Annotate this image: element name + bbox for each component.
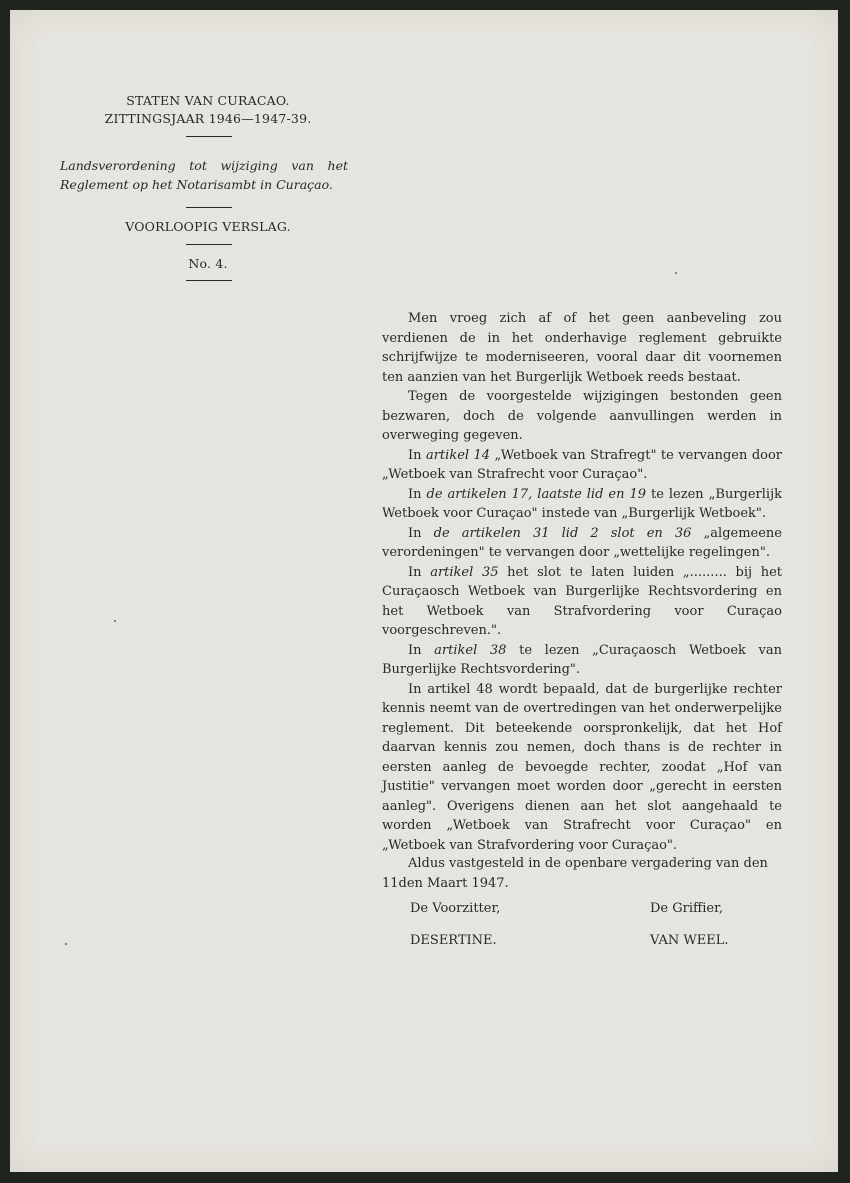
article-reference: de artikelen 31 lid 2 slot en 36 <box>433 525 692 541</box>
clerk-name: VAN WEEL. <box>650 933 729 948</box>
paragraph: In de artikelen 31 lid 2 slot en 36 „algemeene verordeningen" te vervangen door „wettelijke regelingen". <box>382 525 782 560</box>
divider <box>186 136 232 137</box>
subject-title: Landsverordening tot wijziging van het Reglement op het Notarisambt in Curaçao. <box>60 158 348 192</box>
chair-name: DESERTINE. <box>410 933 497 948</box>
paragraph: In artikel 38 te lezen „Curaçaosch Wetboek van Burgerlijke Rechtsvordering". <box>382 642 783 677</box>
header-block <box>58 92 358 128</box>
article-reference: artikel 38 <box>434 642 507 658</box>
article-reference: de artikelen 17, laatste lid en 19 <box>426 486 646 502</box>
paragraph: In artikel 35 het slot te laten luiden „......... bij het Curaçaosch Wetboek van Burgerlijke Rechtsvordering en het Wetboek van Strafvordering voor Curaçao voorgeschreven.". <box>382 564 782 638</box>
paragraph: Men vroeg zich af of het geen aanbeveling zou verdienen de in het onderhavige reglement gebruikte schrijfwijze te moderniseeren, vooral daar dit voornemen ten aanzien van het Burgerlijk Wetboek reeds bestaat. <box>382 311 782 385</box>
paragraph: In de artikelen 17, laatste lid en 19 te lezen „Burgerlijk Wetboek voor Curaçao" instede van „Burgerlijk Wetboek". <box>382 486 782 521</box>
article-reference: artikel 35 <box>430 564 499 580</box>
number-block <box>58 255 358 273</box>
divider <box>186 280 232 281</box>
closing-statement <box>382 854 782 893</box>
divider <box>186 207 232 208</box>
closing-text: Aldus vastgesteld in de openbare vergadering van den 11den Maart 1947. <box>382 856 768 891</box>
report-title: VOORLOOPIG VERSLAG. <box>125 219 291 234</box>
chair-title: De Voorzitter, <box>410 901 501 916</box>
paragraph: Tegen de voorgestelde wijzigingen bestonden geen bezwaren, doch de volgende aanvullingen werden in overweging gegeven. <box>382 389 782 443</box>
institution-title: STATEN VAN CURACAO. <box>126 93 290 108</box>
paragraph: In artikel 48 wordt bepaald, dat de burgerlijke rechter kennis neemt van de overtredingen van het onderwerpelijke reglement. Dit beteekende oorspronkelijk, dat het Hof daarvan kennis zou nemen, doch thans is de rechter in eersten aanleg de bevoegde rechter, zoodat „Hof van Justitie" vervangen moet worden door „gerecht in eersten aanleg". Overigens dienen aan het slot aangehaald te worden „Wetboek van Strafrecht voor Curaçao" en „Wetboek van Strafvordering voor Curaçao". <box>382 681 782 853</box>
divider <box>186 244 232 245</box>
paragraph: In artikel 14 „Wetboek van Strafregt" te vervangen door „Wetboek van Strafrecht voor Curaçao". <box>382 447 783 482</box>
report-body <box>382 309 782 855</box>
document-page <box>10 10 838 1172</box>
paper-speck <box>675 272 677 274</box>
article-reference: artikel 14 <box>425 447 491 463</box>
paper-speck <box>65 943 67 945</box>
paper-speck <box>114 620 116 622</box>
session-title: ZITTINGSJAAR 1946—1947-39. <box>104 111 312 126</box>
clerk-title: De Griffier, <box>650 901 724 916</box>
report-title-block <box>58 218 358 236</box>
document-number: No. 4. <box>188 256 228 271</box>
